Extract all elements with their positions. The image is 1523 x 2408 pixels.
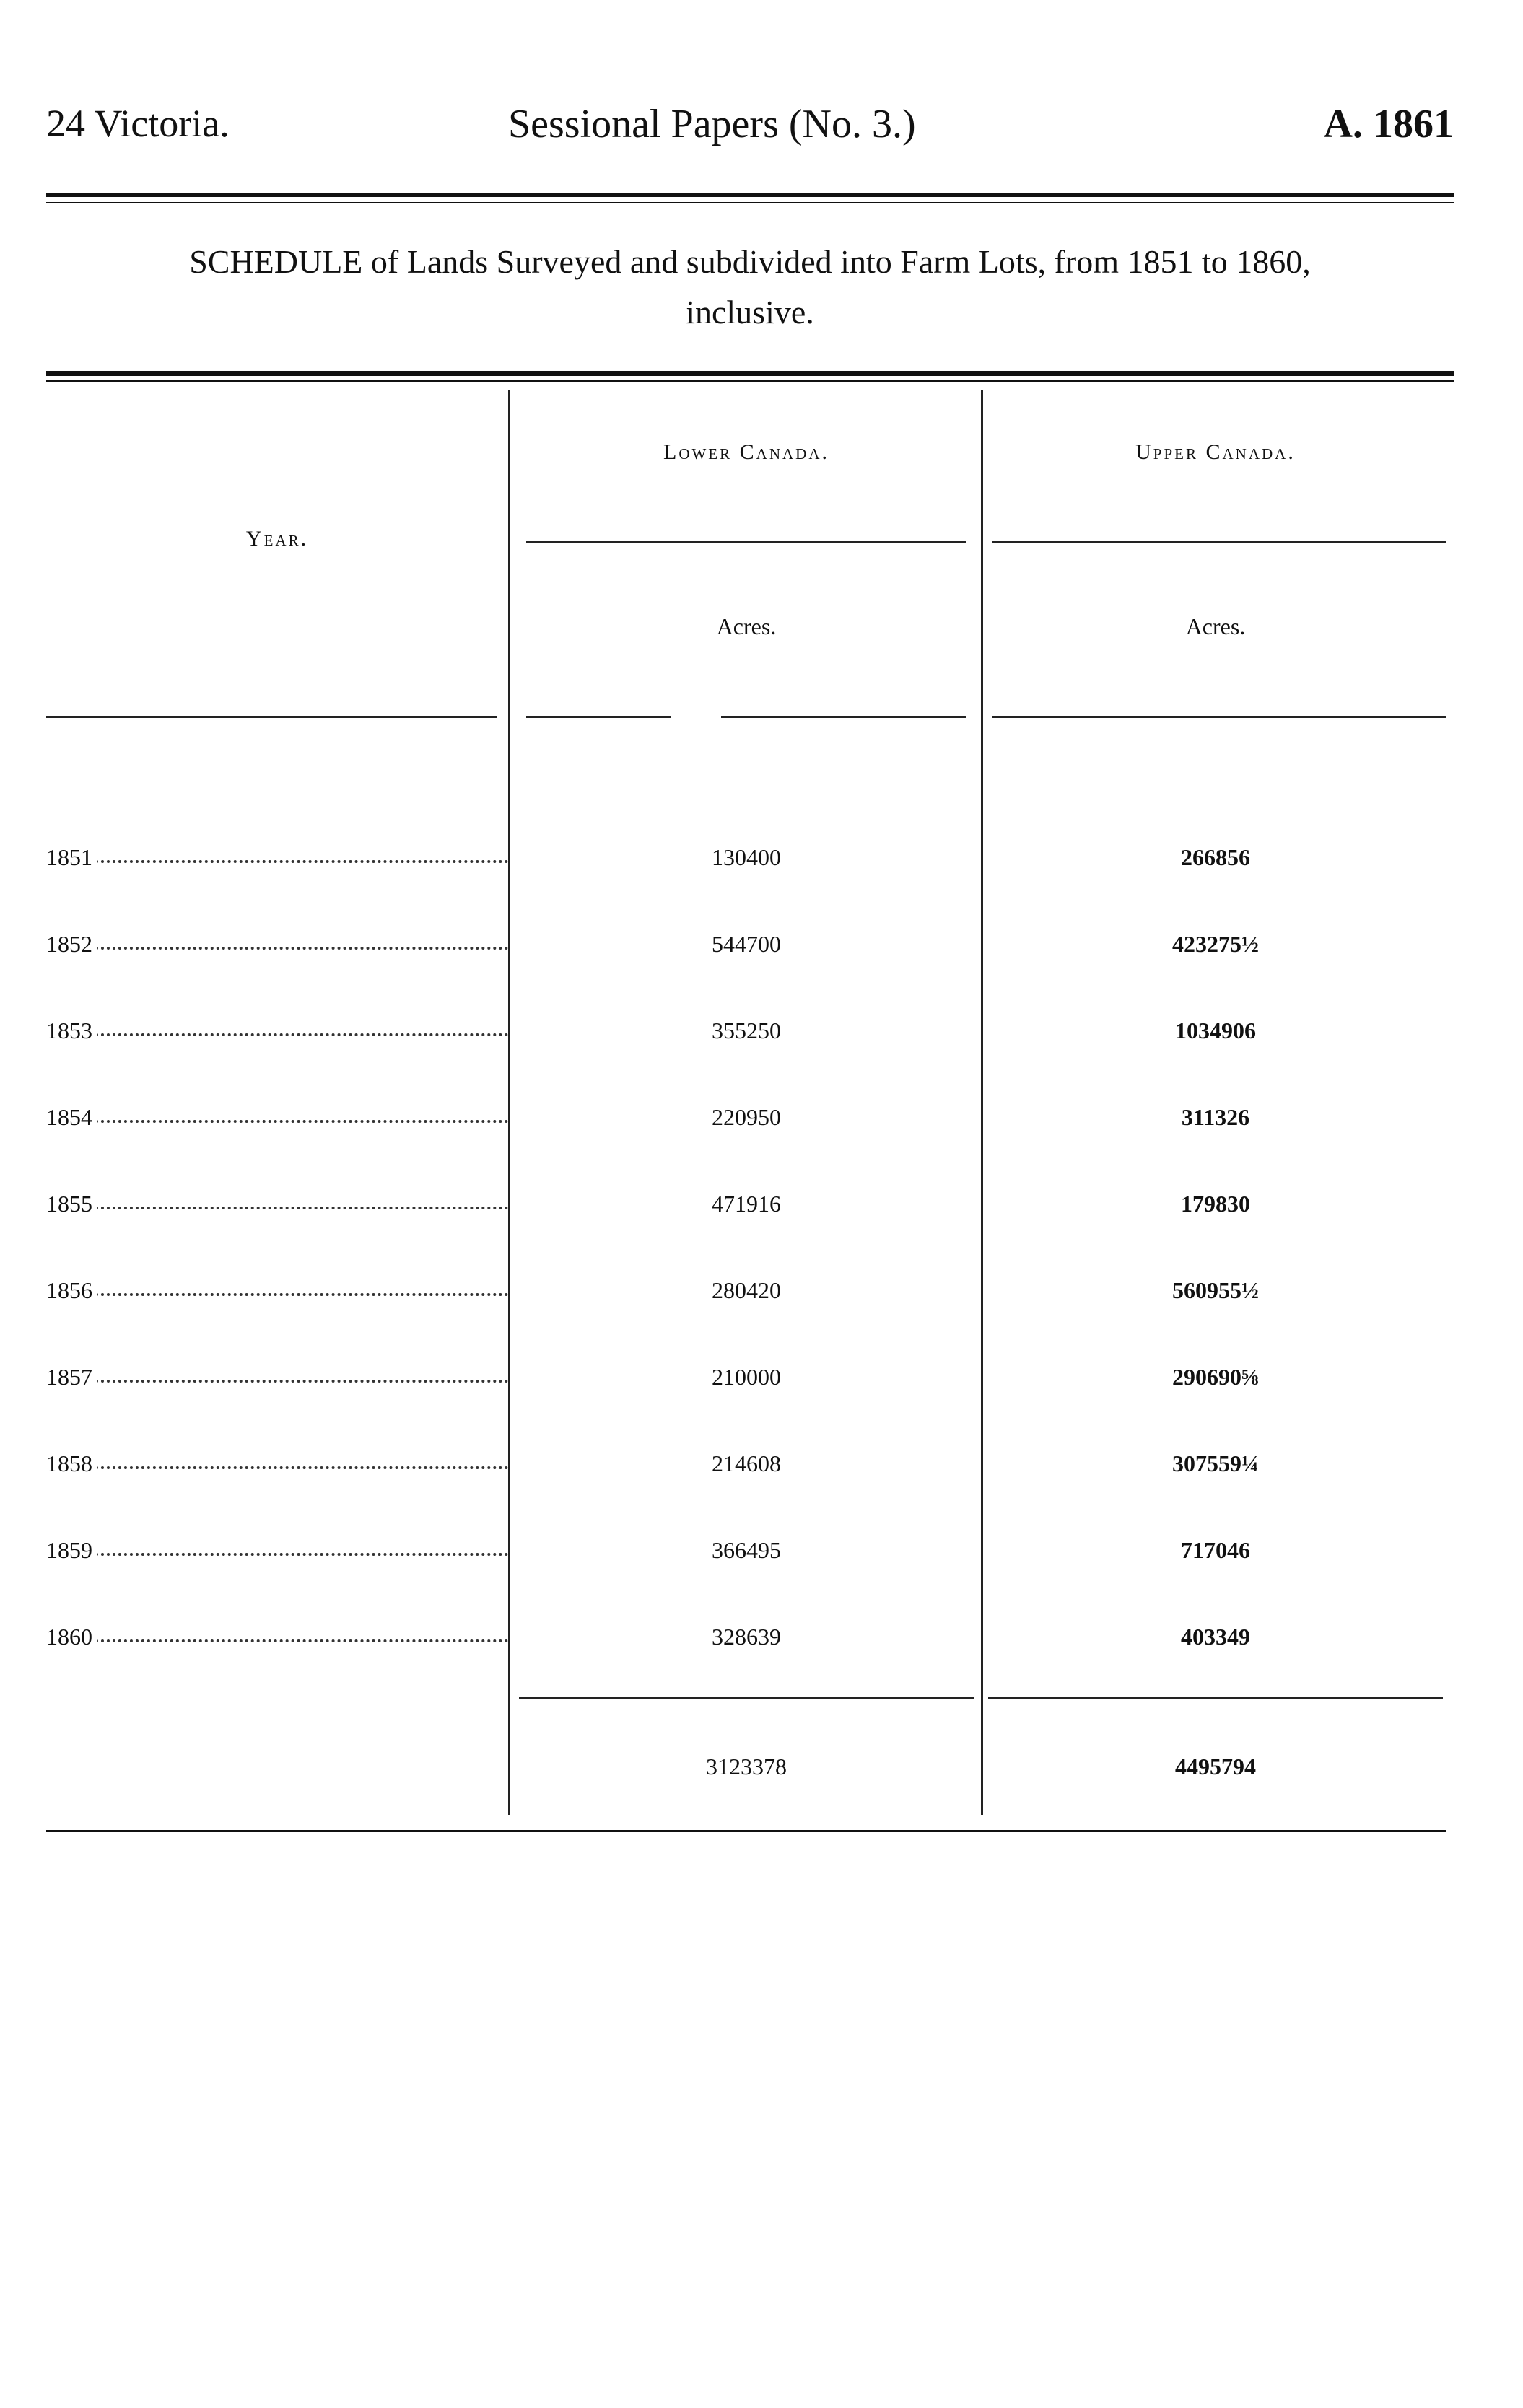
- year-column-header: Year.: [245, 527, 309, 551]
- title-rule-thin: [46, 380, 1454, 382]
- header-bottom-rule-year: [46, 716, 497, 718]
- leader-dots: [90, 1293, 508, 1296]
- header-split-rule-lower: [526, 541, 966, 543]
- year-cell: 1854: [46, 1104, 97, 1130]
- lower-canada-value: 355250: [712, 1017, 781, 1043]
- upper-canada-value: 311326: [1181, 1104, 1250, 1130]
- running-header: [46, 101, 1454, 166]
- table-row: [46, 1450, 1454, 1494]
- table-row: [46, 1624, 1454, 1667]
- upper-canada-total: 4495794: [1175, 1754, 1256, 1779]
- year-cell: 1852: [46, 931, 97, 957]
- lower-canada-value: 214608: [712, 1450, 781, 1476]
- column-divider-lower: [981, 390, 983, 1815]
- header-bottom-rule-lower-a: [526, 716, 671, 718]
- upper-canada-value: 403349: [1181, 1624, 1250, 1650]
- leader-dots: [90, 1553, 508, 1556]
- upper-canada-value: 423275½: [1172, 931, 1259, 957]
- total-rule-lower: [519, 1697, 974, 1699]
- year-cell: 1851: [46, 844, 97, 870]
- table-row: [46, 1277, 1454, 1321]
- leader-dots: [90, 1639, 508, 1642]
- lower-canada-value: 471916: [712, 1191, 781, 1217]
- schedule-title-line-1: SCHEDULE of Lands Surveyed and subdivided into Farm Lots, from 1851 to 1860,: [189, 243, 1311, 280]
- table-row: [46, 1537, 1454, 1580]
- header-rule-top: [46, 193, 1454, 197]
- lower-canada-value: 366495: [712, 1537, 781, 1563]
- lower-canada-value: 280420: [712, 1277, 781, 1303]
- lower-canada-value: 130400: [712, 844, 781, 870]
- lower-canada-unit: Acres.: [716, 613, 777, 639]
- lower-canada-header: Lower Canada.: [663, 440, 829, 464]
- upper-canada-value: 290690⅝: [1172, 1364, 1259, 1390]
- header-year: A. 1861: [1323, 102, 1454, 146]
- leader-dots: [90, 1033, 508, 1036]
- leader-dots: [90, 860, 508, 863]
- leader-dots: [90, 1120, 508, 1123]
- schedule-title: [46, 237, 1454, 338]
- total-row: [46, 1754, 1454, 1797]
- year-cell: 1859: [46, 1537, 97, 1563]
- lower-canada-value: 328639: [712, 1624, 781, 1650]
- table-row: [46, 1364, 1454, 1407]
- upper-canada-value: 307559¼: [1172, 1450, 1259, 1476]
- schedule-title-line-2: inclusive.: [686, 294, 814, 330]
- year-cell: 1855: [46, 1191, 97, 1217]
- header-sessional-papers: Sessional Papers (No. 3.): [508, 102, 916, 146]
- title-rule-thick: [46, 371, 1454, 376]
- table-row: [46, 931, 1454, 974]
- table-bottom-rule: [46, 1830, 1446, 1832]
- schedule-table: [46, 382, 1454, 1826]
- column-divider-year: [508, 390, 510, 1815]
- year-cell: 1856: [46, 1277, 97, 1303]
- header-bottom-rule-upper: [992, 716, 1446, 718]
- year-cell: 1860: [46, 1624, 97, 1650]
- year-cell: 1858: [46, 1450, 97, 1476]
- table-row: [46, 1017, 1454, 1061]
- total-rule-upper: [988, 1697, 1443, 1699]
- year-cell: 1853: [46, 1017, 97, 1043]
- header-rule-bottom: [46, 202, 1454, 203]
- year-cell: 1857: [46, 1364, 97, 1390]
- header-volume: 24 Victoria.: [46, 102, 230, 145]
- table-row: [46, 1104, 1454, 1147]
- table-row: [46, 844, 1454, 888]
- table-row: [46, 1191, 1454, 1234]
- leader-dots: [90, 947, 508, 950]
- leader-dots: [90, 1207, 508, 1209]
- upper-canada-value: 179830: [1181, 1191, 1250, 1217]
- leader-dots: [90, 1466, 508, 1469]
- upper-canada-header: Upper Canada.: [1135, 440, 1296, 464]
- lower-canada-total: 3123378: [706, 1754, 787, 1779]
- upper-canada-unit: Acres.: [1185, 613, 1246, 639]
- header-split-rule-upper: [992, 541, 1446, 543]
- upper-canada-value: 560955½: [1172, 1277, 1259, 1303]
- lower-canada-value: 210000: [712, 1364, 781, 1390]
- leader-dots: [90, 1380, 508, 1383]
- lower-canada-value: 220950: [712, 1104, 781, 1130]
- upper-canada-value: 266856: [1181, 844, 1250, 870]
- upper-canada-value: 717046: [1181, 1537, 1250, 1563]
- header-bottom-rule-lower-b: [721, 716, 966, 718]
- upper-canada-value: 1034906: [1175, 1017, 1256, 1043]
- lower-canada-value: 544700: [712, 931, 781, 957]
